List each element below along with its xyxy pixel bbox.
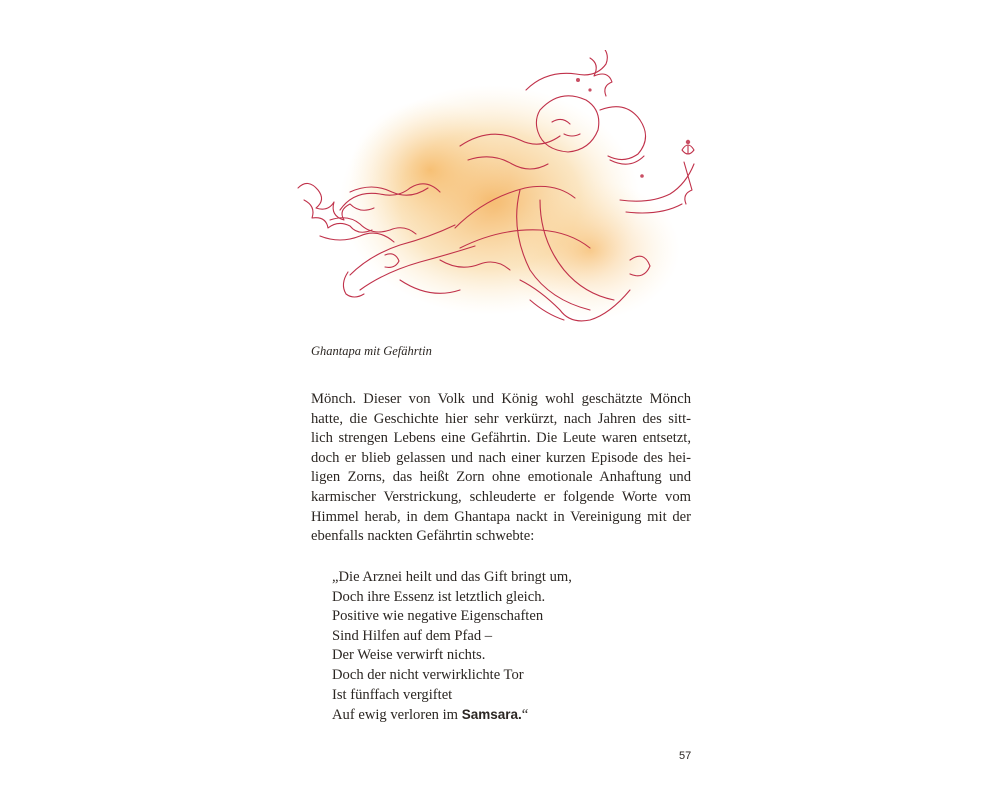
glossary-term-samsara: Samsara. <box>461 707 522 723</box>
poem-line: „Die Arznei heilt und das Gift bringt um, <box>332 569 572 585</box>
body-line: Himmel herab, in dem Ghantapa nackt in Vereinigung mit der <box>311 508 691 525</box>
page-number: 57 <box>679 750 692 762</box>
figure-caption: Ghantapa mit Gefährtin <box>311 344 432 358</box>
body-line: ebenfalls nackten Gefährtin schwebte: <box>311 528 535 545</box>
poem-line: Ist fünffach vergiftet <box>332 686 453 703</box>
body-line: ligen Zorns, das heißt Zorn ohne emotionale Anhaftung und <box>311 469 691 486</box>
poem-quote <box>332 568 572 726</box>
body-line: Mönch. Dieser von Volk und König wohl geschätzte Mönch <box>311 391 691 407</box>
body-line: lich strengen Lebens eine Gefährtin. Die Leute waren entsetzt, <box>311 430 691 447</box>
poem-line: Positive wie negative Eigenschaften <box>332 608 544 625</box>
body-line: hatte, die Geschichte hier sehr verkürzt, nach Jahren des sitt- <box>311 410 691 427</box>
body-paragraph <box>311 390 691 547</box>
poem-line-last <box>332 705 572 726</box>
poem-line: Der Weise verwirft nichts. <box>332 647 486 664</box>
poem-line: Sind Hilfen auf dem Pfad – <box>332 627 493 644</box>
poem-closing-quote: “ <box>521 707 529 724</box>
poem-last-prefix: Auf ewig verloren im <box>332 707 462 724</box>
poem-line: Doch ihre Essenz ist letztlich gleich. <box>332 588 546 605</box>
body-line: karmischer Verstrickung, schleuderte er folgende Worte vom <box>311 488 691 505</box>
body-line: doch er blieb gelassen und nach einer kurzen Episode des hei- <box>311 449 691 466</box>
poem-line: Doch der nicht verwirklichte Tor <box>332 666 524 683</box>
illustration-ghantapa <box>290 50 720 335</box>
